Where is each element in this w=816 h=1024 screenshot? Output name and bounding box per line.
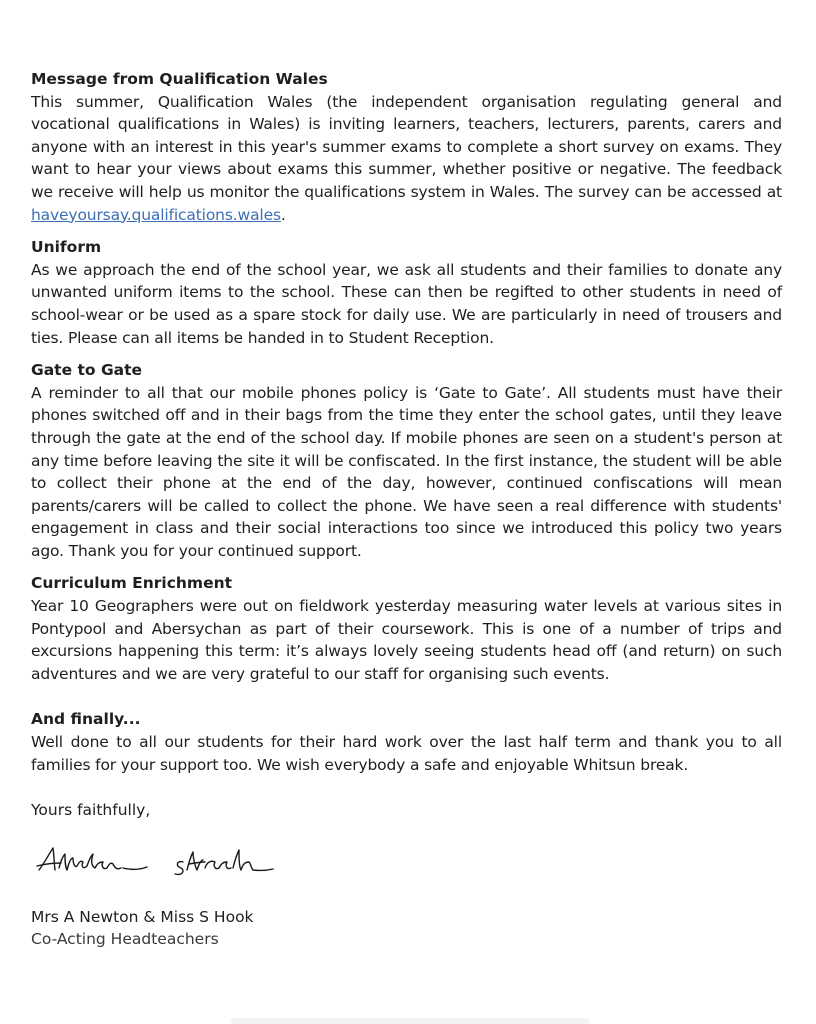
page-edge-shadow xyxy=(230,1018,590,1024)
survey-link[interactable]: haveyoursay.qualifications.wales xyxy=(31,205,281,224)
section-gate-to-gate xyxy=(31,359,782,562)
section-body-text: This summer, Qualification Wales (the independent organisation regulating general and vocational qualifications in Wales) is inviting learners, teachers, lecturers, parents, carers and anyone with an interest in this year's summer exams to complete a short survey on exams. They want to hear your views about exams this summer, whether positive or negative. The feedback we receive will help us monitor the qualifications system in Wales. The survey can be accessed at xyxy=(31,92,782,201)
closing-salutation: Yours faithfully, xyxy=(31,801,151,820)
signatory-title: Co-Acting Headteachers xyxy=(31,930,219,949)
newsletter-page xyxy=(31,68,782,951)
section-heading: Message from Qualification Wales xyxy=(31,70,328,88)
section-body: Well done to all our students for their hard work over the last half term and thank you to all families for your support too. We wish everybody a safe and enjoyable Whitsun break. xyxy=(31,733,782,774)
handwritten-signature xyxy=(35,840,275,884)
section-body: As we approach the end of the school year, we ask all students and their families to donate any unwanted uniform items to the school. These can then be regifted to other students in need of school-wear or be used as a spare stock for daily use. We are particularly in need of trousers and ties. Please can all items be handed in to Student Reception. xyxy=(31,260,782,347)
section-heading: Gate to Gate xyxy=(31,361,143,380)
section-body: Year 10 Geographers were out on fieldwork yesterday measuring water levels at various sites in Pontypool and Abersychan as part of their coursework. This is one of a number of trips and excursions happening this term: it’s always lovely seeing students head off (and return) on such adventures and we are very grateful to our staff for organising such events. xyxy=(31,597,782,683)
section-and-finally xyxy=(31,708,782,776)
section-body-text-end: . xyxy=(280,205,286,224)
signatory-names: Mrs A Newton & Miss S Hook xyxy=(31,907,254,926)
section-qualification-wales xyxy=(31,68,782,226)
section-body: A reminder to all that our mobile phones policy is ‘Gate to Gate’. All students must have their phones switched off and in their bags from the time they enter the school gates, until they leave through the gate at the end of the school day. If mobile phones are seen on a student's person at any time before leaving the site it will be confiscated. In the first instance, the student will be able to collect their phone at the end of the day, however, continued confiscations will mean parents/carers will be called to collect the phone. We have seen a real difference with students' engagement in class and their social interactions too since we introduced this policy two years ago. Thank you for your continued support. xyxy=(31,383,782,560)
section-heading: And finally... xyxy=(31,710,141,729)
section-uniform xyxy=(31,236,782,349)
section-body xyxy=(31,91,782,227)
section-heading: Curriculum Enrichment xyxy=(31,574,233,593)
section-curriculum-enrichment xyxy=(31,572,782,685)
section-heading: Uniform xyxy=(31,238,102,257)
